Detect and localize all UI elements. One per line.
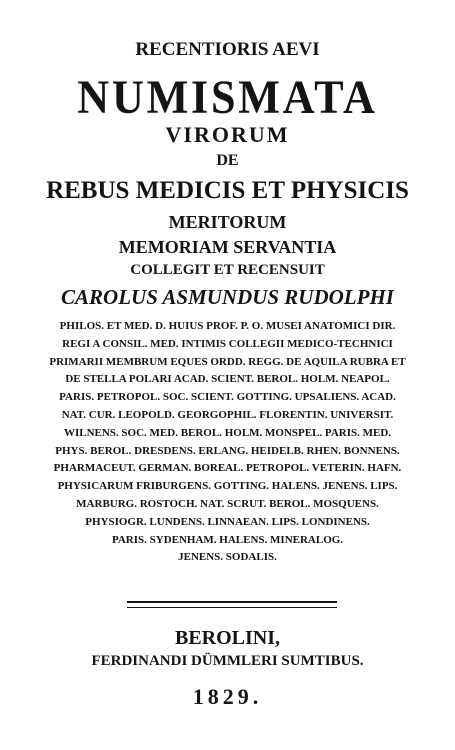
- decorative-double-rule: [127, 601, 337, 608]
- title-line-virorum: VIRORUM: [165, 122, 290, 147]
- credential-line: PRIMARII MEMBRUM EQUES ORDD. REGG. DE AQUILA RUBRA ET: [49, 355, 406, 368]
- title-line-collegit: COLLEGIT ET RECENSUIT: [130, 262, 325, 278]
- credential-line: NAT. CUR. LEOPOLD. GEORGOPHIL. FLORENTIN. UNIVERSIT.: [61, 408, 394, 421]
- credential-line: REGI A CONSIL. MED. INTIMIS COLLEGII MEDICO-TECHNICI: [62, 337, 393, 350]
- credential-line: MARBURG. ROSTOCH. NAT. SCRUT. BEROL. MOSQUENS.: [76, 497, 379, 510]
- credential-line: DE STELLA POLARI ACAD. SCIENT. BEROL. HOLM. NEAPOL.: [65, 373, 390, 386]
- credential-line: PARIS. PETROPOL. SOC. SCIENT. GOTTING. UPSALIENS. ACAD.: [59, 391, 396, 404]
- author-credentials: [0, 318, 455, 567]
- imprint-city: BEROLINI,: [174, 627, 281, 649]
- credential-line: PARIS. SYDENHAM. HALENS. MINERALOG.: [111, 533, 344, 546]
- title-line-rebus: REBUS MEDICIS ET PHYSICIS: [46, 177, 409, 204]
- title-line-de: DE: [216, 152, 239, 169]
- title-line-recentioris: RECENTIORIS AEVI: [135, 39, 320, 60]
- credential-line: PHILOS. ET MED. D. HUIUS PROF. P. O. MUSEI ANATOMICI DIR.: [59, 320, 396, 332]
- imprint-year: 1829.: [192, 684, 263, 709]
- credential-line: PHYSIOGR. LUNDENS. LINNAEAN. LIPS. LONDINENS.: [85, 515, 370, 528]
- author-name: CAROLUS ASMUNDUS RUDOLPHI: [61, 285, 394, 309]
- title-line-meritorum: MERITORUM: [168, 212, 287, 232]
- title-line-memoriam: MEMORIAM SERVANTIA: [118, 237, 337, 257]
- credential-line: PHYS. BEROL. DRESDENS. ERLANG. HEIDELB. RHEN. BONNENS.: [55, 444, 400, 457]
- imprint-publisher: FERDINANDI DÜMMLERI SUMTIBUS.: [91, 653, 364, 669]
- credential-line: JENENS. SODALIS.: [178, 551, 277, 564]
- credential-line: PHYSICARUM FRIBURGENS. GOTTING. HALENS. JENENS. LIPS.: [57, 480, 398, 493]
- credential-line: WILNENS. SOC. MED. BEROL. HOLM. MONSPEL. PARIS. MED.: [63, 426, 392, 439]
- title-line-numismata: NUMISMATA: [77, 71, 378, 124]
- credential-line: PHARMACEUT. GERMAN. BOREAL. PETROPOL. VETERIN. HAFN.: [53, 462, 402, 475]
